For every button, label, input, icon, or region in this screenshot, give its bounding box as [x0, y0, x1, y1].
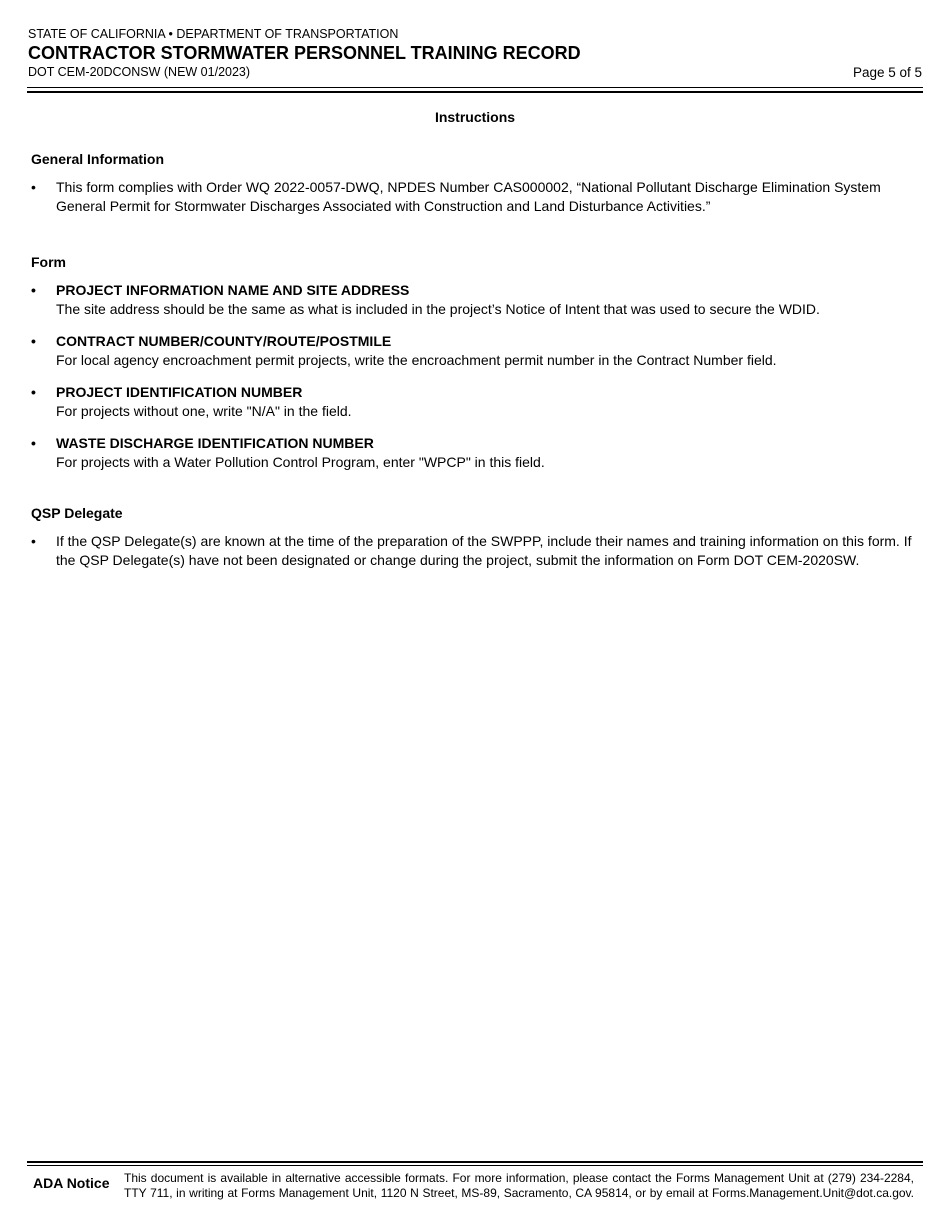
form-item-text: The site address should be the same as what is included in the project’s Notice of Intent that was used to secure the WDID. [56, 301, 820, 317]
form-item-text: For projects with a Water Pollution Control Program, enter "WPCP" in this field. [56, 454, 545, 470]
form-item-heading: CONTRACT NUMBER/COUNTY/ROUTE/POSTMILE [56, 333, 392, 349]
general-bullet [31, 178, 916, 216]
bullet-marker: • [31, 435, 36, 451]
general-information-title: General Information [31, 151, 165, 167]
bullet-marker: • [31, 282, 36, 298]
ada-notice-label: ADA Notice [33, 1175, 110, 1191]
qsp-bullet-text: If the QSP Delegate(s) are known at the time of the preparation of the SWPPP, include their names and training information on this form. If the QSP Delegate(s) have not been designated or change during the project, submit the information on Form DOT CEM-2020SW. [56, 533, 912, 568]
bullet-marker: • [31, 384, 36, 400]
agency-line: STATE OF CALIFORNIA • DEPARTMENT OF TRANSPORTATION [28, 27, 399, 41]
form-item-heading: WASTE DISCHARGE IDENTIFICATION NUMBER [56, 435, 374, 451]
bullet-marker: • [31, 333, 36, 349]
form-number: DOT CEM-20DCONSW (NEW 01/2023) [28, 65, 251, 79]
form-item-heading: PROJECT IDENTIFICATION NUMBER [56, 384, 303, 400]
page-number: Page 5 of 5 [852, 65, 922, 80]
general-bullet-text: This form complies with Order WQ 2022-0057-DWQ, NPDES Number CAS000002, “National Pollutant Discharge Elimination System General Permit for Stormwater Discharges Associated with Construction and Land Disturbance Activities.” [56, 179, 881, 214]
bullet-marker: • [31, 533, 36, 549]
header-rule-top [27, 87, 923, 88]
form-section-title: Form [31, 254, 66, 270]
instructions-title: Instructions [434, 109, 516, 125]
form-item-heading: PROJECT INFORMATION NAME AND SITE ADDRESS [56, 282, 410, 298]
form-item-text: For local agency encroachment permit projects, write the encroachment permit number in the Contract Number field. [56, 352, 777, 368]
footer-rule-top [27, 1161, 923, 1163]
footer-rule-bottom [27, 1165, 923, 1166]
form-item-contract-number [31, 332, 916, 370]
form-number-row [28, 65, 922, 80]
ada-notice-text: This document is available in alternative accessible formats. For more information, please contact the Forms Management Unit at (279) 234-2284, TTY 711, in writing at Forms Management Unit, 1120 N Street, MS-89, Sacramento, CA 95814, or by email at Forms.Management.Unit@dot.ca.gov. [124, 1171, 914, 1200]
form-item-site-address [31, 281, 916, 319]
header-rule-bottom [27, 91, 923, 93]
form-item-wdid [31, 434, 916, 472]
form-item-text: For projects without one, write "N/A" in the field. [56, 403, 352, 419]
qsp-delegate-title: QSP Delegate [31, 505, 123, 521]
form-header [28, 27, 922, 80]
qsp-bullet [31, 532, 916, 570]
bullet-marker: • [31, 179, 36, 195]
form-item-project-id [31, 383, 916, 421]
form-title: CONTRACTOR STORMWATER PERSONNEL TRAINING RECORD [28, 43, 581, 63]
